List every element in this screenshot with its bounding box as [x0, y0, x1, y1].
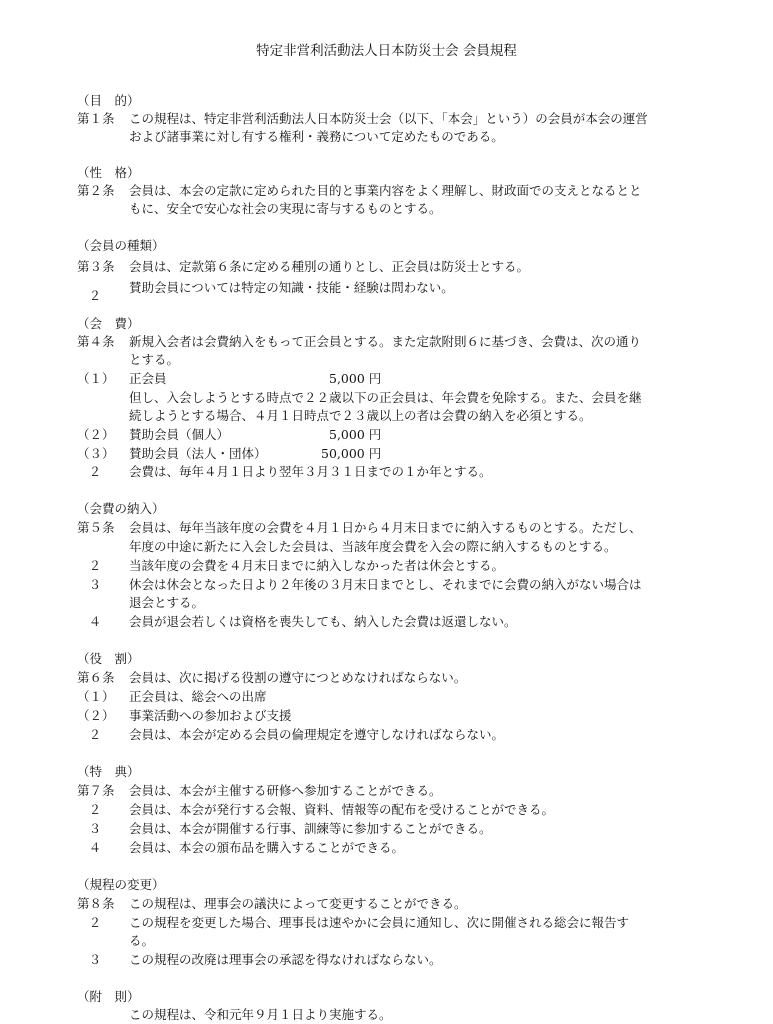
article-8-line-1: この規程は、理事会の議決によって変更することができる。 — [129, 896, 467, 911]
section-heading-fees: （会 費） — [77, 316, 140, 331]
article-6-paragraph-2: 会員は、本会が定める会員の倫理規定を遵守しなければならない。 — [129, 727, 505, 742]
fee-item-2-number: （２） — [77, 427, 115, 442]
article-7-paragraph-3-number: ３ — [88, 821, 102, 836]
section-heading-nature: （性 格） — [77, 165, 140, 180]
article-8-paragraph-3-number: ３ — [88, 952, 102, 967]
article-5-line-1: 会員は、毎年当該年度の会費を４月１日から４月末日までに納入するものとする。ただし、 — [129, 520, 642, 535]
article-5-paragraph-3-line-2: 退会とする。 — [129, 595, 205, 610]
article-6-paragraph-2-number: ２ — [88, 727, 102, 742]
article-number-7: 第７条 — [77, 783, 115, 798]
article-number-8: 第８条 — [77, 896, 115, 911]
section-heading-roles: （役 割） — [77, 651, 140, 666]
section-heading-benefits: （特 典） — [77, 764, 140, 779]
article-7-paragraph-2: 会員は、本会が発行する会報、資料、情報等の配布を受けることができる。 — [129, 802, 555, 817]
article-number-1: 第１条 — [77, 111, 115, 126]
fee-note-line-2: 続しようとする場合、４月１日時点で２３歳以上の者は会費の納入を必須とする。 — [129, 408, 592, 423]
article-2-line-1: 会員は、本会の定款に定められた目的と事業内容をよく理解し、財政面での支えとなるとと — [129, 183, 642, 198]
article-5-line-2: 年度の中途に新たに入会した会員は、当該年度会費を入会の際に納入するものとする。 — [129, 539, 617, 554]
article-5-paragraph-4-number: ４ — [88, 614, 102, 629]
section-heading-amendment: （規程の変更） — [77, 877, 165, 892]
article-8-paragraph-2-line-2: る。 — [129, 933, 155, 948]
supplementary-provision-line: この規程は、令和元年９月１日より実施する。 — [129, 1007, 392, 1022]
fee-item-1-number: （１） — [77, 371, 115, 386]
fee-item-1-label: 正会員 — [129, 371, 167, 386]
article-8-paragraph-2-number: ２ — [88, 915, 102, 930]
fee-item-3-label: 賛助会員（法人・団体） — [129, 446, 267, 461]
article-3-line-1: 会員は、定款第６条に定める種別の通りとし、正会員は防災士とする。 — [129, 259, 530, 274]
section-heading-member-types: （会員の種類） — [77, 238, 165, 253]
role-item-2-text: 事業活動への参加および支援 — [129, 708, 292, 723]
article-4-paragraph-2-number: ２ — [88, 464, 102, 479]
article-5-paragraph-3-number: ３ — [88, 577, 102, 592]
article-7-paragraph-4-number: ４ — [88, 840, 102, 855]
article-number-6: 第６条 — [77, 670, 115, 685]
article-4-paragraph-2: 会費は、毎年４月１日より翌年３月３１日までの１か年とする。 — [129, 464, 492, 479]
fee-item-3-amount: 50,000 円 — [321, 446, 382, 461]
fee-item-2-amount: 5,000 円 — [329, 427, 382, 442]
article-5-paragraph-3-line-1: 休会は休会となった日より２年後の３月末日までとし、それまでに会費の納入がない場合は — [129, 577, 642, 592]
role-item-1-number: （１） — [77, 689, 115, 704]
article-7-paragraph-2-number: ２ — [88, 802, 102, 817]
article-2-line-2: もに、安全で安心な社会の実現に寄与するものとする。 — [129, 201, 442, 216]
section-heading-fee-payment: （会費の納入） — [77, 501, 165, 516]
fee-item-2-label: 賛助会員（個人） — [129, 427, 230, 442]
article-8-paragraph-3: この規程の改廃は理事会の承認を得なければならない。 — [129, 952, 442, 967]
article-number-4: 第４条 — [77, 334, 115, 349]
article-8-paragraph-2-line-1: この規程を変更した場合、理事長は速やかに会員に通知し、次に開催される総会に報告す — [129, 915, 630, 930]
article-number-3: 第３条 — [77, 259, 115, 274]
article-number-5: 第５条 — [77, 520, 115, 535]
role-item-1-text: 正会員は、総会への出席 — [129, 689, 267, 704]
article-4-line-1: 新規入会者は会費納入をもって正会員とする。また定款附則６に基づき、会費は、次の通り — [129, 334, 642, 349]
role-item-2-number: （２） — [77, 708, 115, 723]
section-heading-supplementary: （附 則） — [77, 989, 140, 1004]
article-6-line-1: 会員は、次に掲げる役割の遵守につとめなければならない。 — [129, 670, 467, 685]
article-1-line-2: および諸事業に対し有する権利・義務について定めたものである。 — [129, 129, 504, 144]
article-4-line-2: とする。 — [129, 352, 180, 367]
document-title: 特定非営利活動法人日本防災士会 会員規程 — [256, 43, 517, 59]
section-heading-purpose: （目 的） — [77, 93, 140, 108]
article-5-paragraph-2-number: ２ — [88, 558, 102, 573]
fee-note-line-1: 但し、入会しようとする時点で２２歳以下の正会員は、年会費を免除する。また、会員を継 — [129, 390, 642, 405]
article-5-paragraph-2: 当該年度の会費を４月末日までに納入しなかった者は休会とする。 — [129, 558, 505, 573]
article-7-paragraph-3: 会員は、本会が開催する行事、訓練等に参加することができる。 — [129, 821, 492, 836]
article-7-line-1: 会員は、本会が主催する研修へ参加することができる。 — [129, 783, 442, 798]
article-7-paragraph-4: 会員は、本会の頒布品を購入することができる。 — [129, 840, 405, 855]
article-number-2: 第２条 — [77, 183, 115, 198]
article-5-paragraph-4: 会員が退会若しくは資格を喪失しても、納入した会費は返還しない。 — [129, 614, 517, 629]
fee-item-1-amount: 5,000 円 — [329, 371, 382, 386]
article-3-paragraph-2-number: ２ — [88, 288, 102, 303]
article-3-paragraph-2: 賛助会員については特定の知識・技能・経験は問わない。 — [129, 280, 454, 295]
fee-item-3-number: （３） — [77, 446, 115, 461]
article-1-line-1: この規程は、特定非営利活動法人日本防災士会（以下、「本会」という）の会員が本会の運営 — [129, 111, 648, 126]
